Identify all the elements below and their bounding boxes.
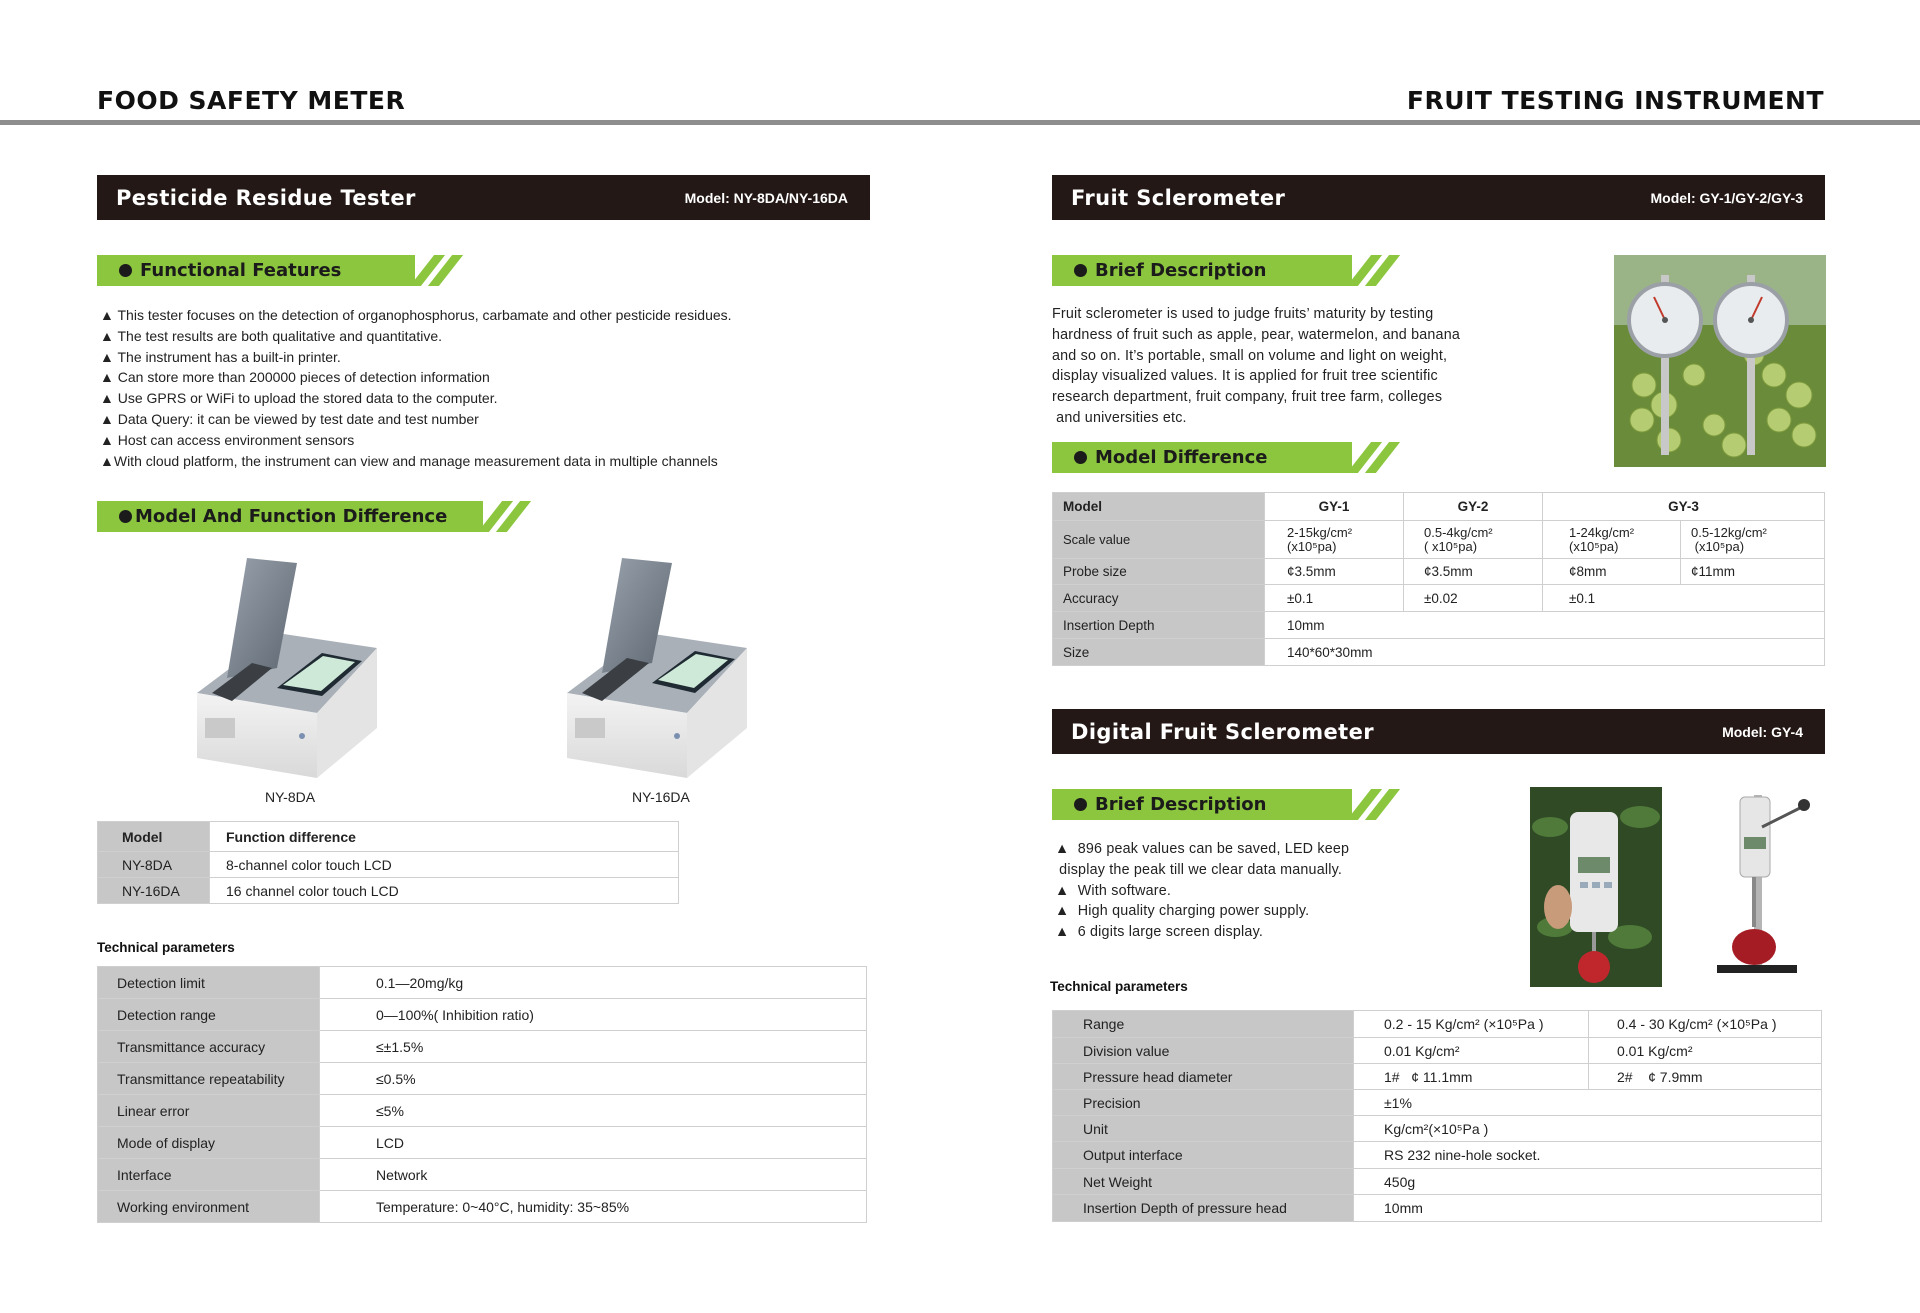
table-cell: Kg/cm²(×10⁵Pa ) (1354, 1116, 1822, 1142)
table-cell: ±0.1 (1543, 585, 1825, 612)
table-row (98, 1031, 867, 1063)
description-line: and universities etc. (1052, 409, 1187, 426)
table-cell: GY-3 (1543, 493, 1825, 521)
table-cell: Interface (98, 1159, 320, 1191)
pesticide-tech-table (97, 966, 867, 1223)
table-row (98, 1063, 867, 1095)
table-cell: Working environment (98, 1191, 320, 1223)
table-cell: Unit (1053, 1116, 1354, 1142)
table-cell: ≤0.5% (320, 1063, 867, 1095)
table-cell: Insertion Depth (1053, 612, 1265, 639)
table-row (1053, 639, 1825, 666)
table-cell: Accuracy (1053, 585, 1265, 612)
table-row (1053, 1116, 1822, 1142)
table-cell: RS 232 nine-hole socket. (1354, 1142, 1822, 1169)
bullet-dot-icon (1074, 264, 1087, 277)
table-cell: 0.2 - 15 Kg/cm² (×10⁵Pa ) (1354, 1011, 1589, 1038)
sclerometer-model: Model: GY-1/GY-2/GY-3 (1650, 189, 1803, 206)
table-row (1053, 585, 1825, 612)
feature-item: ▲ Host can access environment sensors (100, 431, 355, 448)
table-cell: 2-15kg/cm² (x10⁵pa) (1265, 521, 1404, 559)
table-cell: Network (320, 1159, 867, 1191)
table-cell: 0—100%( Inhibition ratio) (320, 999, 867, 1031)
functional-features-heading: Functional Features (97, 255, 341, 286)
table-row (1053, 1064, 1822, 1090)
bullet-dot-icon (1074, 798, 1087, 811)
page-header-left: FOOD SAFETY METER (97, 86, 406, 115)
pesticide-tech-title: Technical parameters (97, 940, 235, 955)
description-line: hardness of fruit such as apple, pear, watermelon, and banana (1052, 326, 1461, 343)
table-cell: 0.5-12kg/cm² (x10⁵pa) (1681, 521, 1825, 559)
table-cell: LCD (320, 1127, 867, 1159)
table-cell: Linear error (98, 1095, 320, 1127)
digital-tech-table (1052, 1010, 1822, 1222)
model-difference-heading: Model Difference (1052, 442, 1268, 473)
table-cell: 16 channel color touch LCD (210, 878, 679, 904)
description-line: ▲ With software. (1055, 882, 1172, 899)
table-cell: Temperature: 0~40°C, humidity: 35~85% (320, 1191, 867, 1223)
description-line: display the peak till we clear data manually. (1055, 861, 1343, 878)
table-cell: Detection limit (98, 967, 320, 999)
table-header-row (1053, 493, 1825, 521)
feature-item: ▲ Data Query: it can be viewed by test date and test number (100, 410, 479, 427)
pesticide-title: Pesticide Residue Tester (116, 185, 416, 210)
table-row (1053, 1195, 1822, 1222)
table-cell: GY-2 (1404, 493, 1543, 521)
feature-item: ▲ The test results are both qualitative and quantitative. (100, 327, 443, 344)
product-caption-ny-8da: NY-8DA (265, 789, 316, 805)
table-cell: Division value (1053, 1038, 1354, 1064)
table-cell: GY-1 (1265, 493, 1404, 521)
table-cell: Pressure head diameter (1053, 1064, 1354, 1090)
sclerometer-model-table (1052, 492, 1825, 666)
table-cell: Insertion Depth of pressure head (1053, 1195, 1354, 1222)
ny-8da-product-image (187, 553, 387, 783)
feature-item: ▲ Use GPRS or WiFi to upload the stored data to the computer. (100, 390, 498, 407)
table-cell: NY-16DA (98, 878, 210, 904)
table-cell: Precision (1053, 1090, 1354, 1116)
table-cell: Mode of display (98, 1127, 320, 1159)
table-cell: Scale value (1053, 521, 1265, 559)
bullet-dot-icon (119, 264, 132, 277)
table-cell: ¢3.5mm (1404, 559, 1543, 585)
table-cell: ¢8mm (1543, 559, 1681, 585)
table-cell: Model (1053, 493, 1265, 521)
table-cell: Transmittance repeatability (98, 1063, 320, 1095)
table-cell: ¢11mm (1681, 559, 1825, 585)
table-cell: 0.01 Kg/cm² (1589, 1038, 1822, 1064)
table-header-function: Function difference (210, 822, 679, 852)
table-cell: ¢3.5mm (1265, 559, 1404, 585)
sclerometer-photo (1614, 255, 1826, 467)
table-cell: ±1% (1354, 1090, 1822, 1116)
table-cell: NY-8DA (98, 852, 210, 878)
table-row (98, 1191, 867, 1223)
sclerometer-title: Fruit Sclerometer (1071, 185, 1286, 210)
table-row (98, 1159, 867, 1191)
feature-item: ▲ This tester focuses on the detection of organophosphorus, carbamate and other pesticide residues. (100, 307, 732, 323)
table-row (1053, 1011, 1822, 1038)
table-cell: 0.4 - 30 Kg/cm² (×10⁵Pa ) (1589, 1011, 1822, 1038)
sclerometer-title-bar (1052, 175, 1825, 220)
description-line: Fruit sclerometer is used to judge fruits’ maturity by testing (1052, 306, 1434, 322)
table-row (98, 878, 679, 904)
product-caption-ny-16da: NY-16DA (632, 789, 690, 805)
table-cell: 8-channel color touch LCD (210, 852, 679, 878)
table-cell: Output interface (1053, 1142, 1354, 1169)
table-cell: 10mm (1265, 612, 1825, 639)
bullet-dot-icon (119, 510, 132, 523)
pesticide-model: Model: NY-8DA/NY-16DA (684, 189, 848, 206)
table-cell: 1-24kg/cm² (x10⁵pa) (1543, 521, 1681, 559)
model-function-heading: Model And Function Difference (97, 501, 447, 532)
table-cell: Size (1053, 639, 1265, 666)
table-cell: 0.1—20mg/kg (320, 967, 867, 999)
pesticide-title-bar (97, 175, 870, 220)
table-cell: 1# ¢ 11.1mm (1354, 1064, 1589, 1090)
digital-title: Digital Fruit Sclerometer (1071, 719, 1374, 744)
description-line: ▲ 6 digits large screen display. (1055, 924, 1264, 941)
feature-item: ▲With cloud platform, the instrument can view and manage measurement data in multiple channels (100, 452, 718, 469)
table-row (98, 1095, 867, 1127)
description-line: display visualized values. It is applied for fruit tree scientific (1052, 368, 1438, 385)
table-row (1053, 612, 1825, 639)
table-cell: Range (1053, 1011, 1354, 1038)
sclerometer-description (1052, 304, 1460, 429)
digital-sclerometer-stand-photo (1702, 787, 1828, 987)
table-cell: ±0.02 (1404, 585, 1543, 612)
bullet-dot-icon (1074, 451, 1087, 464)
digital-model: Model: GY-4 (1722, 723, 1803, 740)
table-row (98, 999, 867, 1031)
feature-item: ▲ Can store more than 200000 pieces of detection information (100, 369, 490, 386)
table-cell: Net Weight (1053, 1169, 1354, 1195)
table-row (1053, 1169, 1822, 1195)
description-line: ▲ High quality charging power supply. (1055, 903, 1310, 920)
description-line: and so on. It’s portable, small on volume and light on weight, (1052, 347, 1448, 364)
description-line: research department, fruit company, fruit tree farm, colleges (1052, 389, 1443, 406)
table-cell: Probe size (1053, 559, 1265, 585)
digital-brief-heading: Brief Description (1052, 789, 1267, 820)
table-cell: 450g (1354, 1169, 1822, 1195)
table-row (1053, 1090, 1822, 1116)
functional-features-list (100, 305, 732, 471)
digital-title-bar (1052, 709, 1825, 754)
table-cell: ≤±1.5% (320, 1031, 867, 1063)
model-difference-table (97, 821, 679, 904)
table-row (1053, 521, 1825, 559)
table-row (1053, 1142, 1822, 1169)
table-header-row (98, 822, 679, 852)
table-cell: Detection range (98, 999, 320, 1031)
table-cell: 0.01 Kg/cm² (1354, 1038, 1589, 1064)
table-row (98, 967, 867, 999)
table-cell: 2# ¢ 7.9mm (1589, 1064, 1822, 1090)
page-header-right: FRUIT TESTING INSTRUMENT (1406, 86, 1824, 115)
table-header-model: Model (98, 822, 210, 852)
digital-description (1055, 839, 1349, 943)
table-cell: 10mm (1354, 1195, 1822, 1222)
table-row (98, 1127, 867, 1159)
digital-tech-title: Technical parameters (1050, 979, 1188, 994)
table-cell: ±0.1 (1265, 585, 1404, 612)
table-row (1053, 559, 1825, 585)
header-rule (0, 120, 1920, 125)
table-cell: ≤5% (320, 1095, 867, 1127)
table-row (1053, 1038, 1822, 1064)
feature-item: ▲ The instrument has a built-in printer. (100, 348, 341, 365)
sclerometer-brief-heading: Brief Description (1052, 255, 1267, 286)
table-cell: 0.5-4kg/cm² ( x10⁵pa) (1404, 521, 1543, 559)
ny-16da-product-image (557, 553, 757, 783)
table-cell: 140*60*30mm (1265, 639, 1825, 666)
table-cell: Transmittance accuracy (98, 1031, 320, 1063)
digital-sclerometer-handheld-photo (1530, 787, 1662, 987)
table-row (98, 852, 679, 878)
description-line: ▲ 896 peak values can be saved, LED keep (1055, 841, 1350, 857)
